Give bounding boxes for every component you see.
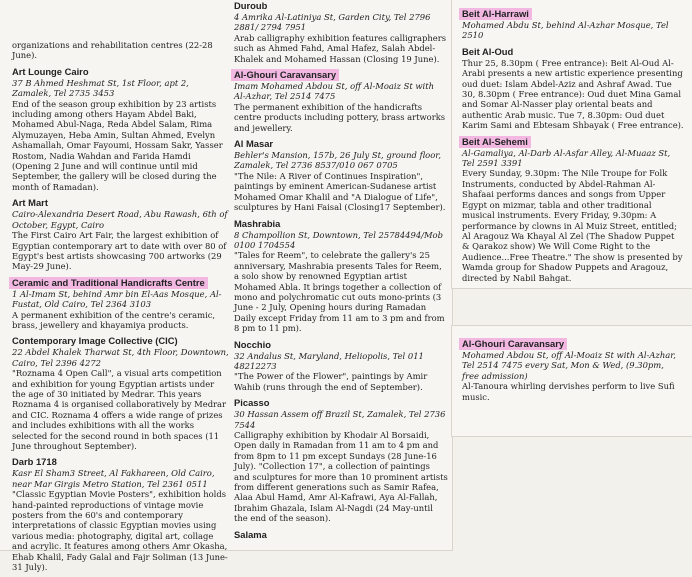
- listing-entry: [12, 456, 230, 572]
- venue-title: Art Mart: [12, 197, 48, 209]
- event-description: The permanent exhibition of the handicrafts centre products including pottery, brass artworks and jewellery.: [234, 101, 446, 133]
- event-description: organizations and rehabilitation centres (22-28 June).: [12, 40, 213, 61]
- venue-title: Picasso: [234, 397, 270, 409]
- event-description: "Classic Egyptian Movie Posters", exhibition holds hand-painted reproductions of vintage movie posters from the 60's and contemporary interpretations of classic Egyptian movies using various media: photography, digital art, collage and acrylic. It features among others Amr Okasha, Ehab Khalil, Fady Galal and Fajr Soliman (13 June-31 July).: [12, 489, 228, 573]
- venue-address: Kasr El Sham3 Street, Al Fakhareen, Old Cairo, near Mar Girgis Metro Station, Tel 2361 0511: [12, 468, 215, 489]
- listing-entry: [234, 339, 448, 393]
- listing-entry: [234, 218, 448, 334]
- event-description: "The Nile: A River of Continues Inspiration", paintings by eminent American-Sudanese artist Mohamed Omar Khalil and "A Dialogue of Life", sculptures by Hani Faisal (Closing17 September).: [234, 170, 446, 213]
- listing-entry: [462, 136, 684, 283]
- venue-title: Al Masar: [234, 138, 274, 150]
- listings-column-3: [462, 8, 684, 288]
- event-description: Every Sunday, 9.30pm: The Nile Troupe for Folk Instruments, conducted by Abdel-Rahman Al-Shafaai performs dances and songs from Upper Egypt on mizmar, tabla and other traditional musical instruments. Every Friday, 9.30pm: A performance by clowns in Al Muiz Street, entitled; Al Aragouz Wa Khayal Al Zel (The Shadow Puppet & Qarakoz show) We Will Come Right to the Audience...Free Theatre." The show is presented by Wamda group for Shadow Puppets and Aragouz, directed by Nabil Bahgat.: [462, 168, 683, 283]
- listing-entry: [234, 529, 448, 541]
- listing-entry: [462, 46, 684, 131]
- listings-column-2: [234, 0, 448, 546]
- event-description: Al-Tanoura whirling dervishes perform to live Sufi music.: [462, 381, 675, 402]
- venue-address: 30 Hassan Assem off Brazil St, Zamalek, Tel 2736 7544: [234, 409, 446, 430]
- caravansary-clipping: [452, 326, 692, 436]
- listing-entry: [12, 66, 230, 192]
- venue-title: Duroub: [234, 0, 268, 11]
- listing-entry: [12, 277, 230, 331]
- venue-title: Nocchio: [234, 338, 271, 350]
- event-description: Arab calligraphy exhibition features calligraphers such as Ahmed Fahd, Amal Hafez, Salah Abdel-Khalek and Mohamed Hassan (Closing 19 June).: [234, 32, 447, 64]
- listing-entry: [234, 138, 448, 212]
- venue-title: Beit Al-Oud: [462, 45, 514, 57]
- event-description: End of the season group exhibition by 23 artists including among others Hayam Abdel Baki, Mohamed Abul-Naga, Reda Abdel Salam, Rima Alymuzayen, Heba Amin, Sultan Ahmed, Evelyn Ashamallah, Omar Fayoumi, Hossam Sakr, Yasser Rostom, Nadia Wahdan and Farida Hamdi (Opening 2 June and will continue until mid September, the gallery will be closed during the month of Ramadan).: [12, 98, 223, 192]
- listing-entry: [462, 8, 684, 41]
- highlighted-venue-title: Beit Al-Harrawi: [459, 8, 532, 20]
- venue-title: Salama: [234, 528, 267, 540]
- event-description: "The Power of the Flower", paintings by Amir Wahib (runs through the end of September).: [234, 371, 428, 392]
- event-description: Thur 25, 8.30pm ( Free entrance): Beit Al-Oud Al-Arabi presents a new artistic experience presenting oud duet: Islam Abdel-Aziz and Ashraf Awad. Tue 30, 8.30pm ( Free entrance): Oud duet Mina Gamal and Somar Al-Nasser play oriental beats and authentic Arab music. Tue 7, 8.30pm: Oud duet Karim Sami and Ebtesam Shbayak ( Free entrance).: [462, 57, 684, 131]
- venue-title: Art Lounge Cairo: [12, 65, 89, 77]
- listing-entry: [234, 0, 448, 64]
- venue-address: 22 Abdel Khalek Tharwat St, 4th Floor, Downtown, Cairo, Tel 2396 4272: [12, 347, 229, 368]
- venue-address: 37 B Ahmed Heshmat St, 1st Floor, apt 2, Zamalek, Tel 2735 3453: [12, 77, 189, 99]
- venue-address: 32 Andalus St, Maryland, Heliopolis, Tel 011 48212273: [234, 350, 424, 371]
- music-listings-clipping: [452, 0, 692, 288]
- venue-address: Al-Gamaliya, Al-Darb Al-Asfar Alley, Al-Muaaz St, Tel 2591 3391: [462, 147, 671, 169]
- venue-address: Mohamed Abdou St, off Al-Moaiz St with Al-Azhar, Tel 2514 7475 every Sat, Mon & Wed, (9.30pm, free admission): [462, 350, 676, 381]
- venue-address: 1 Al-Imam St, behind Amr bin El-Aas Mosque, Al-Fustat, Old Cairo, Tel 2364 3103: [12, 288, 222, 310]
- listing-entry: [12, 197, 230, 271]
- event-description: Calligraphy exhibition by Khodair Al Borsaidi, Open daily in Ramadan from 11 am to 4 pm and from 8pm to 11 pm except Sundays (28 June-16 July). "Collection 17", a collection of paintings and sculptures for more than 10 prominent artists from different generations such as Samir Rafea, Alaa Abul Hamd, Amr Al-Kafrawi, Aya Al-Fallah, Ibrahim Ghazala, Islam Al-Nagdi (24 May-until the end of the season).: [234, 430, 448, 524]
- highlighted-venue-title: Ceramic and Traditional Handicrafts Centre: [9, 277, 208, 289]
- highlighted-venue-title: Beit Al-Sehemi: [459, 136, 531, 148]
- event-description: "Tales for Reem", to celebrate the gallery's 25 anniversary, Mashrabia presents Tales for Reem, a solo show by renowned Egyptian artist Mohamed Abla. It brings together a collection of mono and polychromatic cut outs mono-prints (3 June - 2 July, Opening hours during Ramadan Daily except Friday from 11 am to 3 pm and from 8 pm to 11 pm).: [234, 250, 445, 334]
- highlighted-venue-title: Al-Ghouri Caravansary: [459, 338, 567, 350]
- highlighted-venue-title: Al-Ghouri Caravansary: [231, 69, 339, 81]
- venue-title: Contemporary Image Collective (CIC): [12, 335, 178, 347]
- listings-column-1: [12, 40, 230, 577]
- event-description: The First Cairo Art Fair, the largest exhibition of Egyptian contemporary art to date with over 80 of Egypt's best artists showcasing 700 artworks (29 May-29 June).: [12, 230, 227, 272]
- listing-entry: [12, 40, 230, 61]
- venue-title: Mashrabia: [234, 217, 281, 229]
- listing-entry: [234, 397, 448, 523]
- listing-entry: [234, 69, 448, 133]
- venue-title: Darb 1718: [12, 456, 57, 468]
- listing-entry: [12, 335, 230, 451]
- venue-address: Mohamed Abdu St, behind Al-Azhar Mosque, Tel 2510: [462, 20, 669, 41]
- venue-address: Behler's Mansion, 157b, 26 July St, ground floor, Zamalek, Tel 2736 8537/010 067 0705: [234, 150, 441, 171]
- event-description: "Roznama 4 Open Call", a visual arts competition and exhibition for young Egyptian artists under the age of 30 initiated by Medrar. This years Roznama 4 is organised collaboratively by Medrar and CIC. Roznama 4 offers a wide range of prizes and includes exhibitions with all the works selected for the second round in both spaces (11 June throughout September).: [12, 368, 227, 451]
- venue-address: 8 Champollion St, Downtown, Tel 25784494/Mob 0100 1704554: [234, 229, 443, 250]
- listing-entry: [462, 338, 682, 402]
- venue-address: 4 Amrika Al-Latiniya St, Garden City, Tel 2796 2881/ 2794 7951: [234, 12, 431, 33]
- venue-address: Imam Mohamed Abdou St, off Al-Moaiz St with Al-Azhar, Tel 2514 7475: [234, 81, 434, 102]
- listings-column-4: [462, 338, 682, 407]
- venue-address: Cairo-Alexandria Desert Road, Abu Rawash, 6th of October, Egypt, Cairo: [12, 209, 228, 230]
- event-description: A permanent exhibition of the centre's ceramic, brass, jewellery and khayamiya products.: [12, 309, 216, 330]
